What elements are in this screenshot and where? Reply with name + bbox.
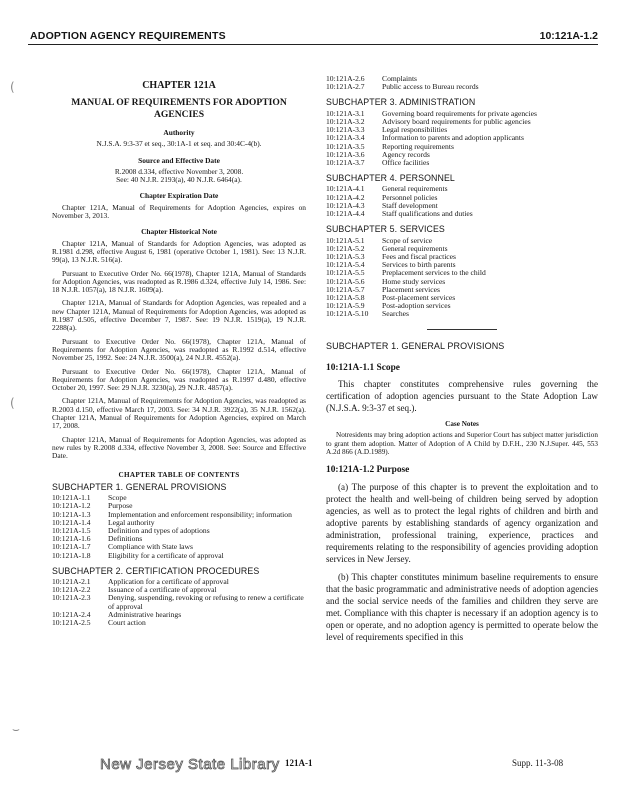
toc-text: Issuance of a certificate of approval bbox=[108, 585, 217, 595]
toc-text: Reporting requirements bbox=[382, 141, 454, 151]
toc-number: 10:121A-4.1 bbox=[326, 184, 365, 194]
toc-entry[interactable] bbox=[326, 83, 598, 91]
supplement-date: Supp. 11-3-08 bbox=[512, 758, 564, 768]
toc-number: 10:121A-1.1 bbox=[52, 493, 91, 503]
toc-number: 10:121A-4.4 bbox=[326, 209, 365, 219]
toc-text: Home study services bbox=[382, 276, 446, 286]
toc-entry[interactable] bbox=[326, 253, 598, 261]
toc-number: 10:121A-1.5 bbox=[52, 525, 91, 535]
toc-number: 10:121A-4.2 bbox=[326, 192, 365, 202]
toc-text: General requirements bbox=[382, 184, 448, 194]
source-heading: Source and Effective Date bbox=[138, 155, 220, 165]
toc-text: Compliance with State laws bbox=[108, 542, 193, 552]
toc-number: 10:121A-2.4 bbox=[52, 609, 91, 619]
authority-text: N.J.S.A. 9:3-37 et seq., 30:1A-1 et seq. and 30:4C-4(b). bbox=[96, 139, 262, 149]
toc-subchapter-heading: SUBCHAPTER 3. ADMINISTRATION bbox=[326, 97, 476, 108]
toc-number: 10:121A-3.2 bbox=[326, 116, 365, 126]
expiration-text: Chapter 121A, Manual of Requirements for Adoption Agencies, expires on November 3, 2013. bbox=[52, 202, 306, 221]
toc-text: Services to birth parents bbox=[382, 260, 456, 270]
binding-mark-icon: ⌣ bbox=[12, 722, 20, 736]
toc-entry[interactable] bbox=[326, 159, 598, 167]
toc-text: Post-adoption services bbox=[382, 301, 451, 311]
toc-number: 10:121A-1.2 bbox=[52, 501, 91, 511]
history-paragraph: Pursuant to Executive Order No. 66(1978), Chapter 121A, Manual of Standards for Adoption Agencies, was readopted as R.1986 d.324, effective July 14, 1986. See: 18 N.J.R. 1057(a), 18 N.J.R. 1609(a). bbox=[52, 268, 306, 295]
source-see: See: 40 N.J.R. 2193(a), 40 N.J.R. 6464(a). bbox=[116, 175, 242, 185]
toc-entry[interactable] bbox=[326, 278, 598, 286]
toc-entry[interactable] bbox=[326, 310, 598, 318]
toc-text: Definition and types of adoptions bbox=[108, 525, 210, 535]
toc-entry[interactable] bbox=[326, 151, 598, 159]
section-heading-purpose: 10:121A-1.2 Purpose bbox=[326, 465, 410, 476]
toc-text: Public access to Bureau records bbox=[382, 82, 479, 92]
chapter-name: MANUAL OF REQUIREMENTS FOR ADOPTION AGENCIES bbox=[71, 97, 287, 120]
toc-number: 10:121A-1.8 bbox=[52, 550, 91, 560]
toc-number: 10:121A-2.5 bbox=[52, 618, 91, 628]
chapter-title: CHAPTER 121A bbox=[142, 80, 216, 91]
toc-entry[interactable] bbox=[326, 210, 598, 218]
toc-text: Legal responsibilities bbox=[382, 125, 448, 135]
source-text: R.2008 d.334, effective November 3, 2008. bbox=[114, 166, 244, 176]
toc-text: Implementation and enforcement responsibility; information bbox=[108, 509, 292, 519]
toc-entry[interactable] bbox=[326, 194, 598, 202]
toc-text: Governing board requirements for private agencies bbox=[382, 108, 537, 118]
toc-text: Agency records bbox=[382, 149, 430, 159]
library-watermark: New Jersey State Library bbox=[100, 756, 280, 773]
header-section-number: 10:121A-1.2 bbox=[539, 30, 598, 42]
toc-text: Court action bbox=[108, 618, 146, 628]
toc-subchapter-heading: SUBCHAPTER 1. GENERAL PROVISIONS bbox=[52, 481, 227, 492]
toc-number: 10:121A-2.7 bbox=[326, 82, 365, 92]
purpose-paragraph-a: (a) The purpose of this chapter is to prevent the exploitation and to protect the health and well-being of children being served by adoption agencies, as well as to protect the legal rights of children and birth and adoptive parents by establishing standards of agency organization and administration, professional training, experience, practices and requirements relating to the responsibility of agencies providing adoption services in New Jersey. bbox=[326, 481, 598, 564]
toc-number: 10:121A-3.6 bbox=[326, 149, 365, 159]
toc-text: General requirements bbox=[382, 243, 448, 253]
toc-text: Staff qualifications and duties bbox=[382, 209, 473, 219]
body-subchapter-heading: SUBCHAPTER 1. GENERAL PROVISIONS bbox=[326, 340, 505, 351]
toc-number: 10:121A-1.4 bbox=[52, 517, 91, 527]
left-column bbox=[52, 75, 306, 627]
toc-number: 10:121A-5.5 bbox=[326, 268, 365, 278]
history-paragraph: Chapter 121A, Manual of Requirements for Adoption Agencies, was readopted as R.2003 d.150, effective March 17, 2003. See: 34 N.J.R. 3922(a), 35 N.J.R. 1562(a). Chapter 121A, Manual of Requirements for Adoption Agencies, expired on March 17, 2008. bbox=[52, 396, 306, 431]
toc-subchapter-heading: SUBCHAPTER 2. CERTIFICATION PROCEDURES bbox=[52, 565, 260, 576]
toc-entry[interactable] bbox=[326, 245, 598, 253]
toc-subchapter-heading: SUBCHAPTER 4. PERSONNEL bbox=[326, 173, 455, 184]
toc-entry[interactable] bbox=[326, 237, 598, 245]
toc-text: Administrative hearings bbox=[108, 609, 182, 619]
toc-text: Personnel policies bbox=[382, 192, 438, 202]
right-column bbox=[326, 75, 598, 649]
authority-heading: Authority bbox=[163, 128, 195, 137]
toc-text: Denying, suspending, revoking or refusing to renew a certificate of approval bbox=[108, 593, 304, 611]
toc-number: 10:121A-4.3 bbox=[326, 200, 365, 210]
toc-title: CHAPTER TABLE OF CONTENTS bbox=[118, 470, 240, 479]
toc-text: Purpose bbox=[108, 501, 133, 511]
toc-text: Office facilities bbox=[382, 157, 430, 167]
toc-entry[interactable] bbox=[52, 594, 306, 610]
toc-number: 10:121A-5.2 bbox=[326, 243, 365, 253]
toc-text: Application for a certificate of approval bbox=[108, 577, 229, 587]
toc-text: Staff development bbox=[382, 200, 438, 210]
toc-number: 10:121A-2.6 bbox=[326, 74, 365, 83]
toc-entry[interactable] bbox=[326, 143, 598, 151]
scope-text: This chapter constitutes comprehensive rules governing the certification of adoption agencies pursuant to the State Adoption Law (N.J.S.A. 9:3-37 et seq.). bbox=[326, 379, 598, 414]
header-title: ADOPTION AGENCY REQUIREMENTS bbox=[30, 30, 226, 42]
toc-number: 10:121A-1.7 bbox=[52, 542, 91, 552]
toc-number: 10:121A-5.7 bbox=[326, 284, 365, 294]
toc-number: 10:121A-2.3 bbox=[52, 593, 91, 603]
toc-text: Searches bbox=[382, 309, 409, 319]
history-paragraph: Pursuant to Executive Order No. 66(1978), Chapter 121A, Manual of Requirements for Adoption Agencies, was readopted as R.1992 d.514, effective November 25, 1992. See: 24 N.J.R. 3500(a), 24 N.J.R. 4552(a). bbox=[52, 336, 306, 363]
toc-number: 10:121A-5.9 bbox=[326, 301, 365, 311]
toc-number: 10:121A-5.4 bbox=[326, 260, 365, 270]
binding-mark-icon: ( bbox=[10, 396, 15, 410]
history-paragraph: Chapter 121A, Manual of Standards for Adoption Agencies, was repealed and a new Chapter 121A, Manual of Requirements for Adoption Agencies, was adopted as R.1987 d.505, effective December 7, 1987. See: 19 N.J.R. 1519(a), 19 N.J.R. 2288(a). bbox=[52, 298, 306, 333]
toc-number: 10:121A-2.1 bbox=[52, 577, 91, 587]
toc-number: 10:121A-5.8 bbox=[326, 292, 365, 302]
toc-text: Scope bbox=[108, 493, 127, 503]
toc-entry[interactable] bbox=[326, 118, 598, 126]
toc-entry[interactable] bbox=[52, 552, 306, 560]
toc-number: 10:121A-5.3 bbox=[326, 251, 365, 261]
toc-text: Complaints bbox=[382, 74, 418, 83]
toc-number: 10:121A-3.3 bbox=[326, 125, 365, 135]
toc-text: Fees and fiscal practices bbox=[382, 251, 457, 261]
toc-entry[interactable] bbox=[326, 134, 598, 142]
toc-text: Eligibility for a certificate of approval bbox=[108, 550, 224, 560]
expiration-heading: Chapter Expiration Date bbox=[139, 191, 219, 201]
toc-number: 10:121A-2.2 bbox=[52, 585, 91, 595]
toc-entry[interactable] bbox=[52, 619, 306, 627]
history-paragraph: Chapter 121A, Manual of Requirements for Adoption Agencies, was adopted as new rules by R.2008 d.334, effective November 3, 2008. See: Source and Effective Date. bbox=[52, 434, 306, 461]
case-notes-text: Notresidents may bring adoption actions and Superior Court has subject matter jurisdiction to grant them adoption. Matter of Adoption of A Child by D.F.H., 230 N.J.Super. 445, 553 A.2d 866 (A.D.1989). bbox=[326, 431, 598, 457]
toc-number: 10:121A-5.1 bbox=[326, 235, 365, 245]
toc-entry[interactable] bbox=[326, 185, 598, 193]
section-heading-scope: 10:121A-1.1 Scope bbox=[326, 362, 400, 373]
history-heading: Chapter Historical Note bbox=[141, 227, 217, 237]
binding-mark-icon: ( bbox=[10, 80, 15, 94]
toc-text: Information to parents and adoption applicants bbox=[382, 133, 524, 143]
toc-entry[interactable] bbox=[326, 269, 598, 277]
toc-number: 10:121A-1.6 bbox=[52, 534, 91, 544]
toc-text: Placement services bbox=[382, 284, 440, 294]
toc-number: 10:121A-3.1 bbox=[326, 108, 365, 118]
toc-number: 10:121A-3.4 bbox=[326, 133, 365, 143]
toc-text: Post-placement services bbox=[382, 292, 456, 302]
page-number: 121A-1 bbox=[285, 758, 313, 768]
toc-entry[interactable] bbox=[326, 286, 598, 294]
toc-text: Legal authority bbox=[108, 517, 155, 527]
toc-number: 10:121A-5.10 bbox=[326, 309, 369, 319]
toc-text: Advisory board requirements for public agencies bbox=[382, 116, 531, 126]
toc-number: 10:121A-1.3 bbox=[52, 509, 91, 519]
toc-number: 10:121A-5.6 bbox=[326, 276, 365, 286]
toc-text: Preplacement services to the child bbox=[382, 268, 486, 278]
toc-text: Definitions bbox=[108, 534, 143, 544]
purpose-paragraph-b: (b) This chapter constitutes minimum baseline requirements to ensure that the basic programmatic and administrative needs of adoption agencies and the social service needs of the families and children they serve are met. Compliance with this chapter is necessary if an adoption agency is to open or operate, and no adoption agency is permitted to operate below the level of requirements specified in this bbox=[326, 571, 598, 642]
section-divider bbox=[427, 329, 497, 330]
history-paragraph: Pursuant to Executive Order No. 66(1978), Chapter 121A, Manual of Requirements for Adoption Agencies, was readopted as R.1997 d.480, effective October 20, 1997. See: 29 N.J.R. 3230(a), 29 N.J.R. 4857(a). bbox=[52, 366, 306, 393]
history-paragraph: Chapter 121A, Manual of Standards for Adoption Agencies, was adopted as R.1981 d.298, effective August 6, 1981 (operative October 1, 1981). See: 13 N.J.R. 99(a), 13 N.J.R. 516(a). bbox=[52, 238, 306, 265]
toc-subchapter-heading: SUBCHAPTER 5. SERVICES bbox=[326, 224, 445, 235]
toc-text: Scope of service bbox=[382, 235, 433, 245]
running-header bbox=[28, 0, 598, 45]
toc-number: 10:121A-3.5 bbox=[326, 141, 365, 151]
toc-number: 10:121A-3.7 bbox=[326, 157, 365, 167]
case-notes-heading: Case Notes bbox=[445, 420, 479, 429]
toc-entry[interactable] bbox=[326, 294, 598, 302]
